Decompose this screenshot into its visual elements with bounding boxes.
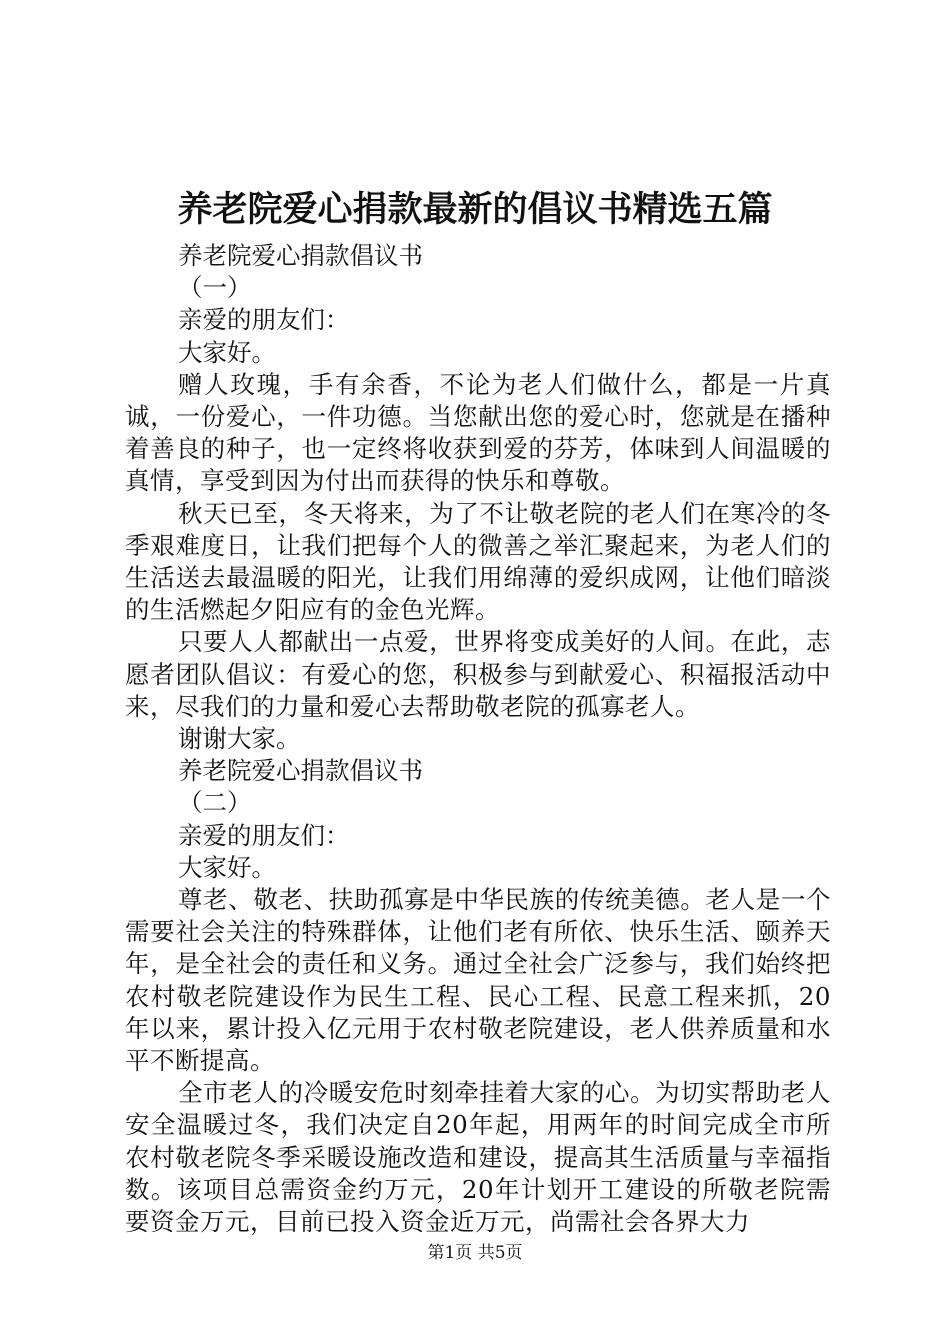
paragraph: 尊老、敬老、扶助孤寡是中华民族的传统美德。老人是一个需要社会关注的特殊群体，让他们老有所依、快乐生活、颐养天年，是全社会的责任和义务。通过全社会广泛参与，我们始终把农村敬老院建设作为民生工程、民心工程、民意工程来抓，20年以来，累计投入亿元用于农村敬老院建设，老人供养质量和水平不断提高。 — [125, 884, 831, 1075]
salutation: 亲爱的朋友们： — [178, 820, 350, 850]
paragraph: 全市老人的冷暖安危时刻牵挂着大家的心。为切实帮助老人安全温暖过冬，我们决定自20年起，用两年的时间完成全市所农村敬老院冬季采暖设施改造和建设，提高其生活质量与幸福指数。该项目总需资金约万元，20年计划开工建设的所敬老院需要资金万元，目前已投入资金近万元，尚需社会各界大力 — [125, 1078, 831, 1236]
page-footer: 第1页 共5页 — [427, 1243, 523, 1263]
section-heading: 养老院爱心捐款倡议书 — [178, 756, 423, 786]
salutation: 亲爱的朋友们： — [178, 305, 350, 335]
greeting: 大家好。 — [178, 337, 276, 367]
section-number: （二） — [178, 788, 252, 818]
paragraph: 秋天已至，冬天将来，为了不让敬老院的老人们在寒冷的冬季艰难度日，让我们把每个人的微善之举汇聚起来，为老人们的生活送去最温暖的阳光，让我们用绵薄的爱织成网，让他们暗淡的生活燃起夕阳应有的金色光辉。 — [125, 498, 831, 625]
section-heading: 养老院爱心捐款倡议书 — [178, 241, 423, 270]
closing: 谢谢大家。 — [178, 723, 301, 753]
paragraph: 赠人玫瑰，手有余香，不论为老人们做什么，都是一片真诚，一份爱心，一件功德。当您献出您的爱心时，您就是在播种着善良的种子，也一定终将收获到爱的芬芳，体味到人间温暖的真情，享受到因为付出而获得的快乐和尊敬。 — [125, 369, 831, 496]
section-number: （一） — [178, 273, 252, 303]
document-title: 养老院爱心捐款最新的倡议书精选五篇 — [177, 189, 773, 230]
paragraph: 只要人人都献出一点爱，世界将变成美好的人间。在此，志愿者团队倡议：有爱心的您，积极参与到献爱心、积福报活动中来，尽我们的力量和爱心去帮助敬老院的孤寡老人。 — [125, 627, 831, 721]
greeting: 大家好。 — [178, 852, 276, 882]
document-body — [125, 240, 831, 1238]
